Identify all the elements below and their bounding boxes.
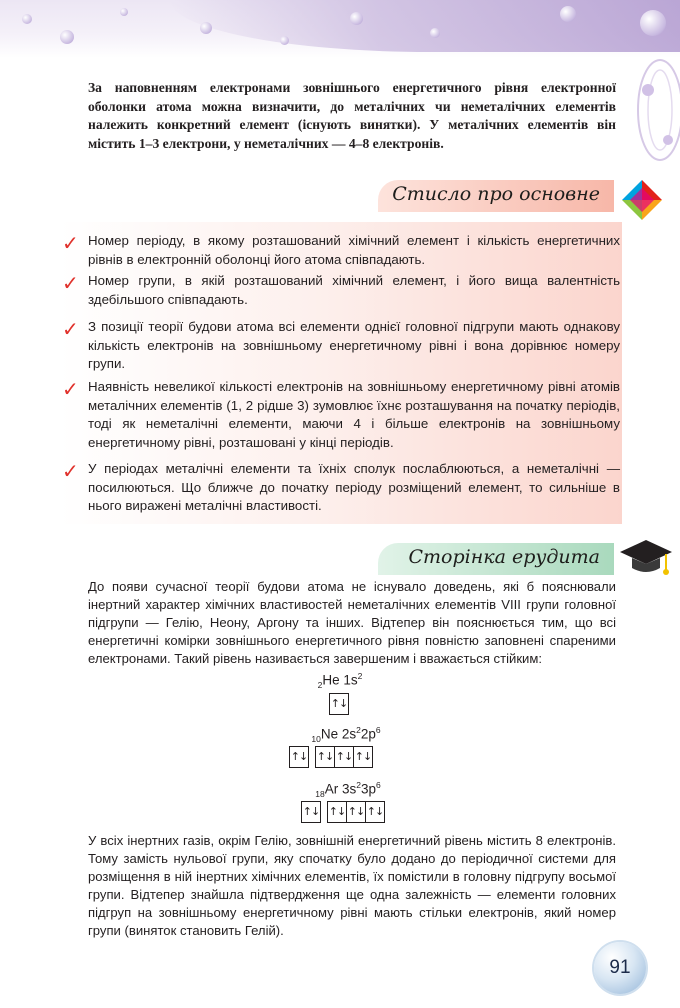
decor-bubble xyxy=(120,8,128,16)
orbital-cell: ↑↓ xyxy=(354,750,372,763)
summary-title: Стисло про основне xyxy=(392,183,600,205)
erudite-title: Сторінка ерудита xyxy=(408,546,600,568)
p-orbital xyxy=(327,801,385,823)
formula-he xyxy=(300,671,380,690)
checkmark-icon: ✓ xyxy=(62,459,79,483)
decor-bubble xyxy=(22,14,32,24)
electron-config: 2p xyxy=(360,726,376,742)
electron-config: 1s xyxy=(343,672,358,688)
p-orbital xyxy=(315,746,373,768)
orbital-cell: ↑↓ xyxy=(335,747,354,767)
summary-item xyxy=(60,378,620,452)
summary-item-text: Номер групи, в якій розташований хімічний елемент, і його вища валентність здебільшого співпадають. xyxy=(88,273,620,307)
electron-config-exp: 2 xyxy=(356,780,361,790)
decor-bubble xyxy=(60,30,74,44)
orbital-cells-ne xyxy=(289,746,373,768)
page-number: 91 xyxy=(594,942,646,994)
element-symbol: Ne xyxy=(320,726,339,742)
element-symbol: Ar xyxy=(324,781,339,797)
summary-item-text: З позиції теорії будови атома всі елементи однієї головної підгрупи мають однакову кількість електронів на зовнішньому енергетичному рівні і вона дорівнює номеру групи. xyxy=(88,319,620,371)
electron-config-exp: 2 xyxy=(357,671,363,681)
electron-config: 3p xyxy=(360,781,377,797)
orbital-cell: ↑↓ xyxy=(328,802,347,822)
decor-bubble xyxy=(430,28,440,38)
orbital-cells-ar xyxy=(301,801,385,823)
decor-bubble xyxy=(280,36,289,45)
summary-item xyxy=(60,232,620,269)
final-paragraph: У всіх інертних газів, окрім Гелію, зовнішній енергетичний рівень містить 8 електронів. Тому замість нульової групи, яку спочатку було додано до періодичної системи для розміщення в ній інертних хімічних елементів, їх помістили в головну підгрупу восьмої групи. Відтепер знайшла підтвердження ще одна залежність — елементи головних підгруп на зовнішньому енергетичному рівні мають стільки електронів, який номер групи (виняток становить Гелій). xyxy=(88,833,616,938)
checkmark-icon: ✓ xyxy=(62,377,79,401)
electron-config-exp: 6 xyxy=(375,725,381,735)
electron-config-exp: 6 xyxy=(376,780,381,790)
s-orbital xyxy=(329,693,349,715)
atom-orbit-decoration xyxy=(630,50,680,180)
atomic-number: 10 xyxy=(311,734,321,745)
element-symbol: He xyxy=(322,672,340,688)
orbital-cell: ↑↓ xyxy=(347,802,366,822)
orbital-cell: ↑↓ xyxy=(290,750,308,763)
summary-item-text: У періодах металічні елементи та їхніх сполук послаблюються, а неметалічні — посилюються. Що ближче до початку періоду розміщений елемент, то сильніше в нього виражені металічні властивості. xyxy=(88,461,620,513)
summary-item-text: Наявність невеликої кількості електронів на зовнішньому енергетичному рівні атомів металічних елементів (1, 2 рідше 3) зумовлює їхнє розташування на початку періодів, тоді як неметалічні елементи, маючи 4 і більше електронів на зовнішньому енергетичному рівні, розташовані у кінці періодів. xyxy=(88,379,620,450)
checkmark-icon: ✓ xyxy=(62,231,79,255)
decor-bubble xyxy=(560,6,576,22)
summary-item-text: Номер періоду, в якому розташований хімічний елемент і кількість енергетичних рівнів в електронній оболонці його атома співпадають. xyxy=(88,233,620,267)
checkmark-icon: ✓ xyxy=(62,271,79,295)
formula-ne xyxy=(296,725,396,744)
orbital-cell: ↑↓ xyxy=(330,697,348,710)
orbital-cell: ↑↓ xyxy=(302,805,320,818)
summary-item xyxy=(60,460,620,516)
electron-config: 2s xyxy=(341,726,357,742)
decor-bubble xyxy=(350,12,363,25)
summary-item xyxy=(60,318,620,374)
s-orbital xyxy=(301,801,321,823)
electron-config: 3s xyxy=(341,781,357,797)
orbital-cell: ↑↓ xyxy=(366,805,384,818)
electron-config-exp: 2 xyxy=(356,725,361,735)
colored-diamond-icon xyxy=(620,178,664,222)
graduation-cap-icon xyxy=(618,536,674,580)
summary-banner xyxy=(378,180,614,212)
summary-item xyxy=(60,272,620,309)
orbital-cell: ↑↓ xyxy=(316,747,335,767)
atomic-number: 2 xyxy=(317,680,323,691)
atomic-number: 18 xyxy=(315,789,325,800)
formula-ar xyxy=(298,780,398,799)
decor-bubble xyxy=(640,10,666,36)
erudite-banner xyxy=(378,543,614,575)
checkmark-icon: ✓ xyxy=(62,317,79,341)
erudite-paragraph: До появи сучасної теорії будови атома не існувало доведень, які б пояснювали інертний характер хімічних властивостей неметалічних елементів VIII групи головної підгрупи — Гелію, Неону, Аргону та інших. Відтепер він пояснюється тим, що всі енергетичні комірки зовнішнього енергетичного рівня повністю заповнені спареними електронами. Такий рівень називається завершеним і вважається стійким: xyxy=(88,579,616,666)
orbital-cells-he xyxy=(329,693,349,715)
decor-bubble xyxy=(200,22,212,34)
s-orbital xyxy=(289,746,309,768)
intro-paragraph: За наповненням електронами зовнішнього енергетичного рівня електронної оболонки атома можна визначити, до металічних чи неметалічних елементів належить конкретний елемент (існують винятки). У металічних елементів він містить 1–3 електрони, у неметалічних — 4–8 електронів. xyxy=(88,80,616,151)
